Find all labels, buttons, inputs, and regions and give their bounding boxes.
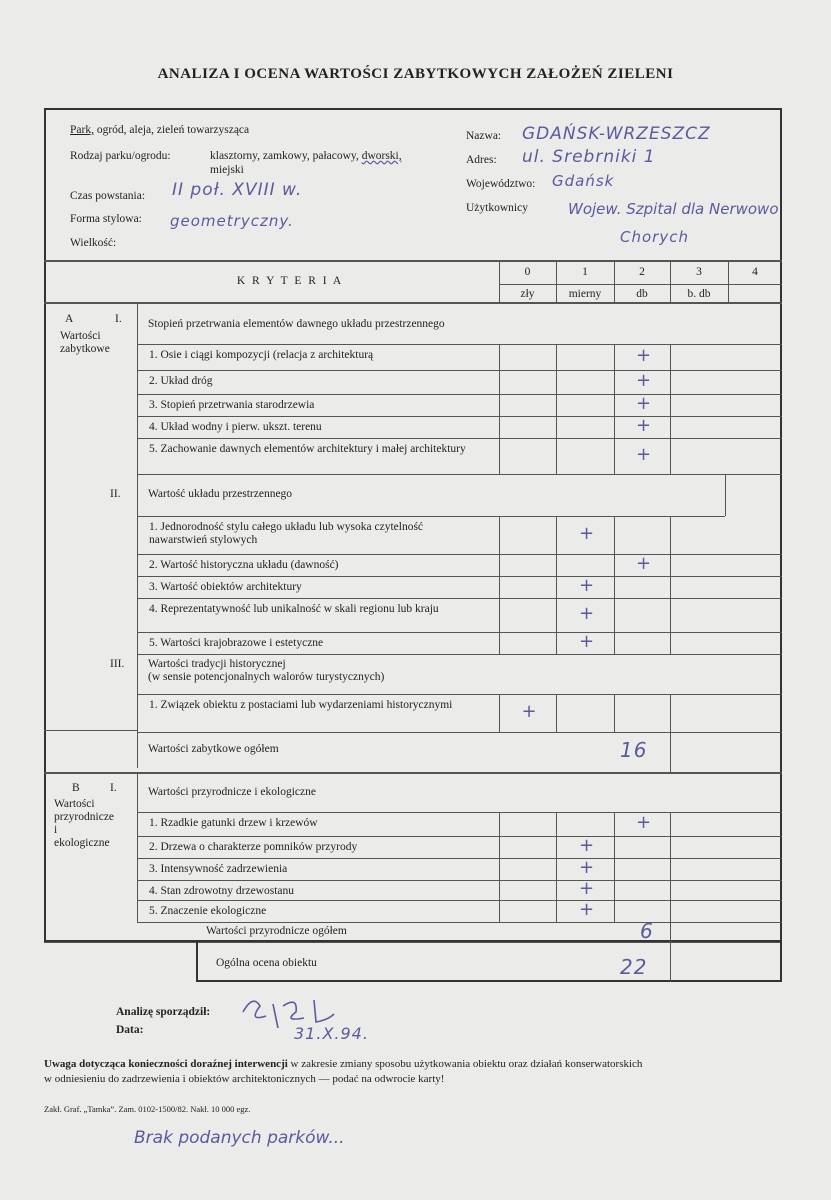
grid-line (614, 694, 615, 732)
score-mark: + (579, 857, 595, 878)
score-mark: + (579, 603, 595, 624)
kind-label: Rodzaj parku/ogrodu: (70, 150, 171, 162)
grid-line (670, 942, 671, 982)
score-mark: + (636, 345, 652, 366)
grid-line (44, 730, 137, 731)
group-a3-title-1: Wartości tradycji historycznej (148, 658, 286, 670)
score-mark: + (636, 393, 652, 414)
score-mark: + (636, 415, 652, 436)
grid-line (137, 474, 725, 475)
address-value: ul. Srebrniki 1 (522, 147, 656, 167)
grid-line (614, 516, 615, 654)
score-mark: + (579, 878, 595, 899)
score-mark: + (579, 835, 595, 856)
section-b-name: Wartości przyrodnicze i ekologiczne (54, 798, 115, 849)
criterion-label: 1. Rzadkie gatunki drzew i krzewów (149, 817, 318, 829)
style-label: Forma stylowa: (70, 213, 142, 225)
grid-line (137, 344, 782, 345)
criterion-label: 2. Wartość historyczna układu (dawność) (149, 559, 339, 571)
score-mark: + (636, 553, 652, 574)
form-title: ANALIZA I OCENA WARTOŚCI ZABYTKOWYCH ZAŁOŻEŃ ZIELENI (157, 66, 674, 82)
voivodeship-label: Województwo: (466, 178, 536, 190)
score-mark: + (636, 444, 652, 465)
score-mark: + (579, 631, 595, 652)
score-header: 1 (582, 266, 588, 278)
grid-line (670, 922, 671, 942)
criterion-label: 2. Układ dróg (149, 375, 213, 387)
criterion-label: 5. Wartości krajobrazowe i estetyczne (149, 637, 324, 649)
grade-header: zły (520, 288, 535, 300)
grid-line (44, 772, 782, 774)
grid-line (499, 344, 500, 474)
kind-selected: dworski, (361, 150, 402, 162)
grid-line (670, 516, 671, 654)
grid-line (137, 438, 782, 439)
score-mark: + (636, 370, 652, 391)
type-selected: Park, (70, 124, 94, 136)
kind-options-2: miejski (210, 164, 244, 176)
section-a-letter: A (65, 313, 74, 325)
grid-line (44, 302, 782, 304)
style-value: geometryczny. (170, 212, 294, 230)
overall-value: 22 (620, 955, 648, 979)
grid-line (499, 284, 782, 285)
grid-line (137, 394, 782, 395)
grid-line (499, 812, 500, 922)
score-mark: + (579, 523, 595, 544)
voivodeship-value: Gdańsk (552, 172, 615, 190)
criterion-label: 3. Wartość obiektów architektury (149, 581, 302, 593)
section-b-roman: I. (110, 782, 117, 794)
grid-line (137, 632, 782, 633)
criterion-label: 5. Zachowanie dawnych elementów architektury i małej architektury (149, 443, 466, 455)
printer-info: Zakł. Graf. „Tamka”. Zam. 0102-1500/82. Nakł. 10 000 egz. (44, 1104, 251, 1114)
score-mark: + (579, 899, 595, 920)
grid-line (725, 474, 726, 516)
kind-options: klasztorny, zamkowy, pałacowy, dworski, (210, 150, 402, 162)
grid-line (137, 900, 782, 901)
grid-line (137, 370, 782, 371)
name-label: Nazwa: (466, 130, 502, 142)
grid-line (614, 344, 615, 474)
name-value: GDAŃSK-WRZESZCZ (522, 124, 711, 144)
created-label: Czas powstania: (70, 190, 146, 202)
group-a2-roman: II. (110, 488, 121, 500)
grid-line (137, 598, 782, 599)
grade-header: mierny (568, 288, 602, 300)
grid-line (137, 812, 782, 813)
criterion-label: 3. Stopień przetrwania starodrzewia (149, 399, 315, 411)
score-mark: + (579, 575, 595, 596)
handwritten-note: Brak podanych parków... (134, 1128, 345, 1148)
grid-line (137, 576, 782, 577)
score-mark: + (521, 701, 537, 722)
grid-line (137, 858, 782, 859)
criterion-label: 3. Intensywność zadrzewienia (149, 863, 288, 875)
score-header: 2 (639, 266, 645, 278)
score-header: 3 (696, 266, 702, 278)
group-a3-roman: III. (110, 658, 125, 670)
criteria-label: K R Y T E R I A (236, 275, 344, 287)
grid-line (499, 516, 500, 654)
grid-line (670, 812, 671, 922)
grid-line (44, 260, 782, 262)
created-value: II poł. XVIII w. (172, 180, 303, 200)
section-a-name: Wartości zabytkowe (60, 330, 110, 355)
grid-line (137, 554, 782, 555)
section-a-roman: I. (115, 313, 122, 325)
section-a-total-value: 16 (620, 738, 648, 762)
section-b-total-label: Wartości przyrodnicze ogółem (206, 925, 347, 937)
grid-line (137, 694, 782, 695)
grade-header: db (636, 288, 648, 300)
grid-line (670, 732, 671, 772)
grid-line (137, 922, 782, 923)
note-line-1: Uwaga dotycząca konieczności doraźnej interwencji w zakresie zmiany sposobu użytkowania obiektu oraz działań konserwatorskich (44, 1058, 643, 1070)
criterion-label: 1. Osie i ciągi kompozycji (relacja z architekturą (149, 349, 374, 361)
grid-line (137, 416, 782, 417)
grid-line (614, 812, 615, 922)
section-b-total-value: 6 (640, 919, 654, 943)
grid-line (137, 880, 782, 881)
grade-header: b. db (687, 288, 711, 300)
grid-line (137, 654, 782, 655)
grid-line (556, 516, 557, 654)
grid-line (137, 516, 725, 517)
score-header: 0 (524, 266, 531, 278)
criterion-label: 1. Związek obiektu z postaciami lub wydarzeniami historycznymi (149, 699, 453, 711)
users-value-2: Chorych (620, 228, 689, 246)
grid-line (670, 344, 671, 474)
size-label: Wielkość: (70, 237, 117, 249)
date-label: Data: (116, 1024, 144, 1036)
group-a3-title-2: (w sensie potencjonalnych walorów turystycznych) (148, 671, 385, 683)
grid-line (556, 694, 557, 732)
grid-line (499, 694, 500, 732)
object-type-line (70, 124, 249, 136)
criterion-label: 1. Jednorodność stylu całego układu lub wysoka czytelność nawarstwień stylowych (149, 521, 424, 546)
address-label: Adres: (466, 154, 497, 166)
criterion-label: 2. Drzewa o charakterze pomników przyrody (149, 841, 358, 853)
grid-line (137, 836, 782, 837)
note-line-2: w odniesieniu do zadrzewienia i obiektów architektonicznych — podać na odwrocie karty! (44, 1073, 445, 1085)
group-a1-title: Stopień przetrwania elementów dawnego układu przestrzennego (148, 318, 445, 330)
grid-line (137, 302, 138, 768)
grid-line (556, 344, 557, 474)
type-options: ogród, aleja, zieleń towarzysząca (93, 124, 250, 136)
date-value: 31.X.94. (294, 1024, 369, 1043)
section-a-total-label: Wartości zabytkowe ogółem (148, 743, 279, 755)
score-mark: + (636, 812, 652, 833)
section-b-letter: B (72, 782, 80, 794)
group-b1-title: Wartości przyrodnicze i ekologiczne (148, 786, 316, 798)
grid-line (137, 732, 782, 733)
analyst-label: Analizę sporządził: (116, 1006, 211, 1018)
overall-label: Ogólna ocena obiektu (216, 957, 317, 969)
users-value-1: Wojew. Szpital dla Nerwowo (568, 200, 779, 218)
users-label: Użytkownicy (466, 202, 528, 214)
grid-line (670, 694, 671, 732)
criterion-label: 4. Stan zdrowotny drzewostanu (149, 885, 294, 897)
criterion-label: 4. Układ wodny i pierw. ukszt. terenu (149, 421, 322, 433)
criterion-label: 4. Reprezentatywność lub unikalność w skali regionu lub kraju (149, 603, 439, 615)
group-a2-title: Wartość układu przestrzennego (148, 488, 293, 500)
score-header: 4 (752, 266, 758, 278)
grid-line (556, 812, 557, 922)
criterion-label: 5. Znaczenie ekologiczne (149, 905, 267, 917)
